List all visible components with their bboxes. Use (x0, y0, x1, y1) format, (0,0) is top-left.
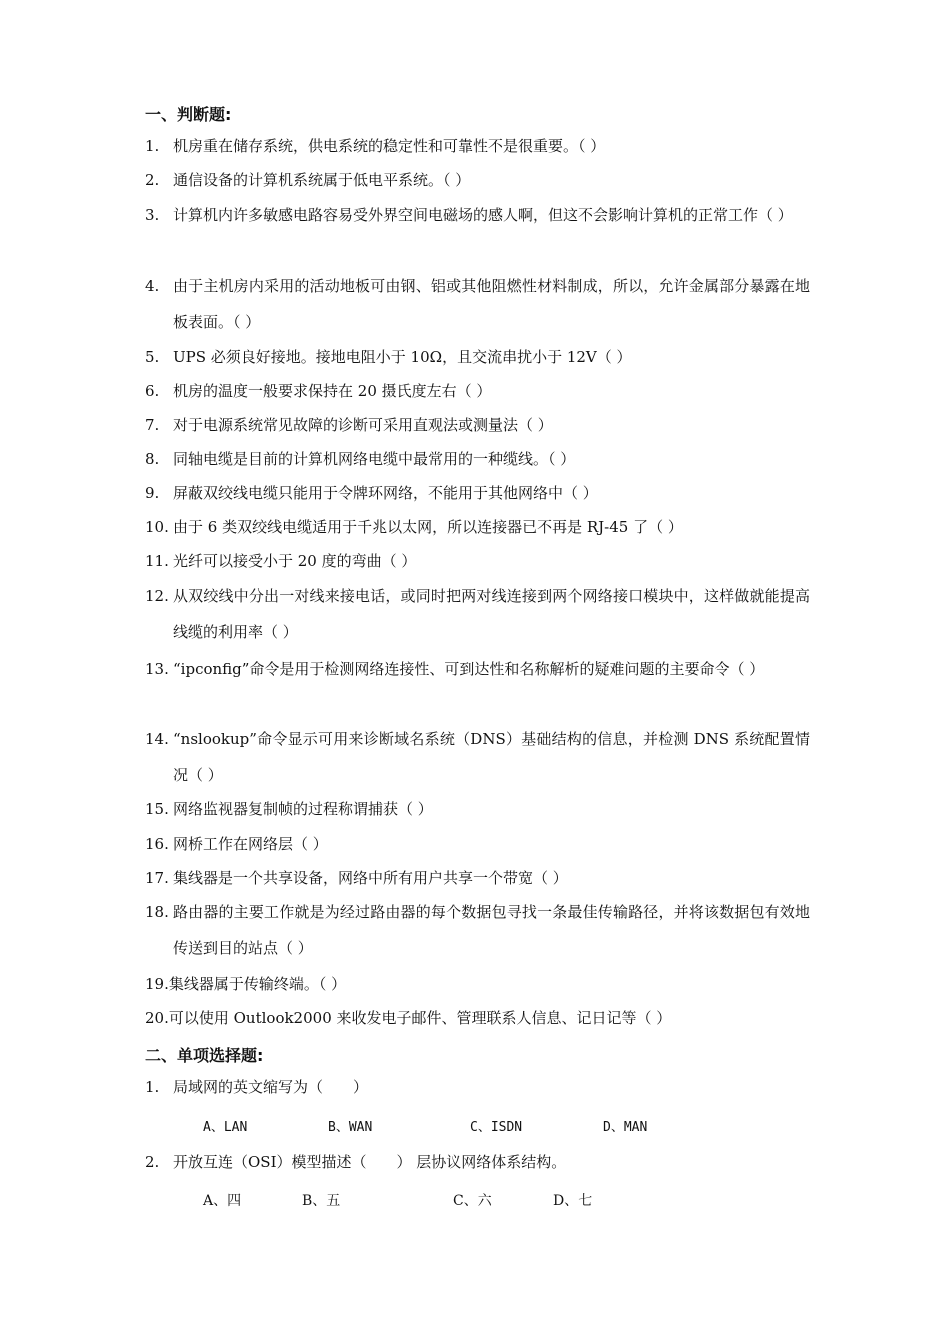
question-item (145, 894, 810, 966)
question-number: 8. (145, 450, 160, 468)
question-number: 3. (145, 206, 160, 224)
choice-option: B、五 (302, 1193, 341, 1209)
question-text: 网桥工作在网络层（ ） (173, 835, 328, 853)
question-item (145, 721, 810, 793)
question-text: 开放互连（OSI）模型描述（ ） 层协议网络体系结构。 (173, 1153, 567, 1171)
question-number: 20. (145, 1009, 169, 1027)
question-item (145, 509, 810, 545)
question-item (145, 791, 810, 827)
question-number: 6. (145, 382, 160, 400)
question-text: UPS 必须良好接地。接地电阻小于 10Ω，且交流串扰小于 12V（ ） (173, 348, 632, 366)
question-text: 计算机内许多敏感电路容易受外界空间电磁场的感人啊，但这不会影响计算机的正常工作（ ） (173, 206, 793, 224)
question-text: 对于电源系统常见故障的诊断可采用直观法或测量法（ ） (173, 416, 553, 434)
question-item (145, 441, 810, 477)
question-text: 机房的温度一般要求保持在 20 摄氏度左右（ ） (173, 382, 492, 400)
question-number: 9. (145, 484, 160, 502)
question-text: 集线器是一个共享设备，网络中所有用户共享一个带宽（ ） (173, 869, 568, 887)
question-number: 18. (145, 903, 169, 921)
question-number: 11. (145, 552, 169, 570)
question-item (145, 543, 810, 579)
question-number: 2. (145, 1153, 160, 1171)
question-text: 机房重在储存系统，供电系统的稳定性和可靠性不是很重要。（ ） (173, 137, 606, 155)
question-item (145, 162, 810, 198)
choice-question (145, 1069, 810, 1105)
question-item (145, 373, 810, 409)
question-item (145, 826, 810, 862)
question-item (145, 1000, 810, 1036)
question-text: “nslookup”命令显示可用来诊断域名系统（DNS）基础结构的信息，并检测 DNS 系统配置情况（ ） (173, 730, 810, 784)
question-item (145, 339, 810, 375)
question-item (145, 268, 810, 340)
choice-option: D、七 (553, 1193, 593, 1209)
question-text: 同轴电缆是目前的计算机网络电缆中最常用的一种缆线。（ ） (173, 450, 576, 468)
question-text: 通信设备的计算机系统属于低电平系统。（ ） (173, 171, 471, 189)
question-number: 19. (145, 975, 169, 993)
question-text: 由于 6 类双绞线电缆适用于千兆以太网，所以连接器已不再是 RJ-45 了（ ） (173, 518, 683, 536)
question-number: 4. (145, 277, 160, 295)
question-text: 可以使用 Outlook2000 来收发电子邮件、管理联系人信息、记日记等（ ） (168, 1009, 672, 1027)
question-text: 路由器的主要工作就是为经过路由器的每个数据包寻找一条最佳传输路径，并将该数据包有效地传送到目的站点（ ） (173, 903, 810, 957)
question-item (145, 860, 810, 896)
question-number: 17. (145, 869, 169, 887)
question-number: 2. (145, 171, 160, 189)
choice-question (145, 1144, 810, 1180)
choice-option: D、MAN (603, 1120, 648, 1135)
question-number: 14. (145, 730, 169, 748)
question-text: 光纤可以接受小于 20 度的弯曲（ ） (173, 552, 417, 570)
question-number: 7. (145, 416, 160, 434)
question-number: 15. (145, 800, 169, 818)
question-item (145, 578, 810, 650)
choice-option: B、WAN (328, 1120, 373, 1135)
question-number: 12. (145, 587, 169, 605)
question-number: 10. (145, 518, 169, 536)
section-heading-true-false: 一、判断题: (145, 105, 232, 124)
question-number: 1. (145, 137, 160, 155)
question-text: 屏蔽双绞线电缆只能用于令牌环网络，不能用于其他网络中（ ） (173, 484, 598, 502)
question-text: 由于主机房内采用的活动地板可由钢、铝或其他阻燃性材料制成，所以，允许金属部分暴露在地板表面。（ ） (173, 277, 810, 331)
choice-option: A、LAN (203, 1120, 248, 1135)
question-number: 5. (145, 348, 160, 366)
question-item (145, 197, 810, 233)
question-number: 1. (145, 1078, 160, 1096)
question-item (145, 966, 810, 1002)
question-item (145, 475, 810, 511)
question-text: 局域网的英文缩写为（ ） (173, 1078, 369, 1096)
question-item (145, 128, 810, 164)
question-item (145, 651, 810, 687)
question-text: 集线器属于传输终端。（ ） (168, 975, 347, 993)
choice-option: C、ISDN (470, 1120, 523, 1135)
question-text: “ipconfig”命令是用于检测网络连接性、可到达性和名称解析的疑难问题的主要命令（ ） (173, 660, 765, 678)
question-item (145, 407, 810, 443)
choice-option: C、六 (453, 1193, 492, 1209)
question-text: 网络监视器复制帧的过程称谓捕获（ ） (173, 800, 433, 818)
question-text: 从双绞线中分出一对线来接电话，或同时把两对线连接到两个网络接口模块中，这样做就能提高线缆的利用率（ ） (173, 587, 810, 641)
question-number: 16. (145, 835, 169, 853)
section-heading-single-choice: 二、单项选择题: (145, 1046, 264, 1065)
choice-option: A、四 (203, 1193, 242, 1209)
question-number: 13. (145, 660, 169, 678)
